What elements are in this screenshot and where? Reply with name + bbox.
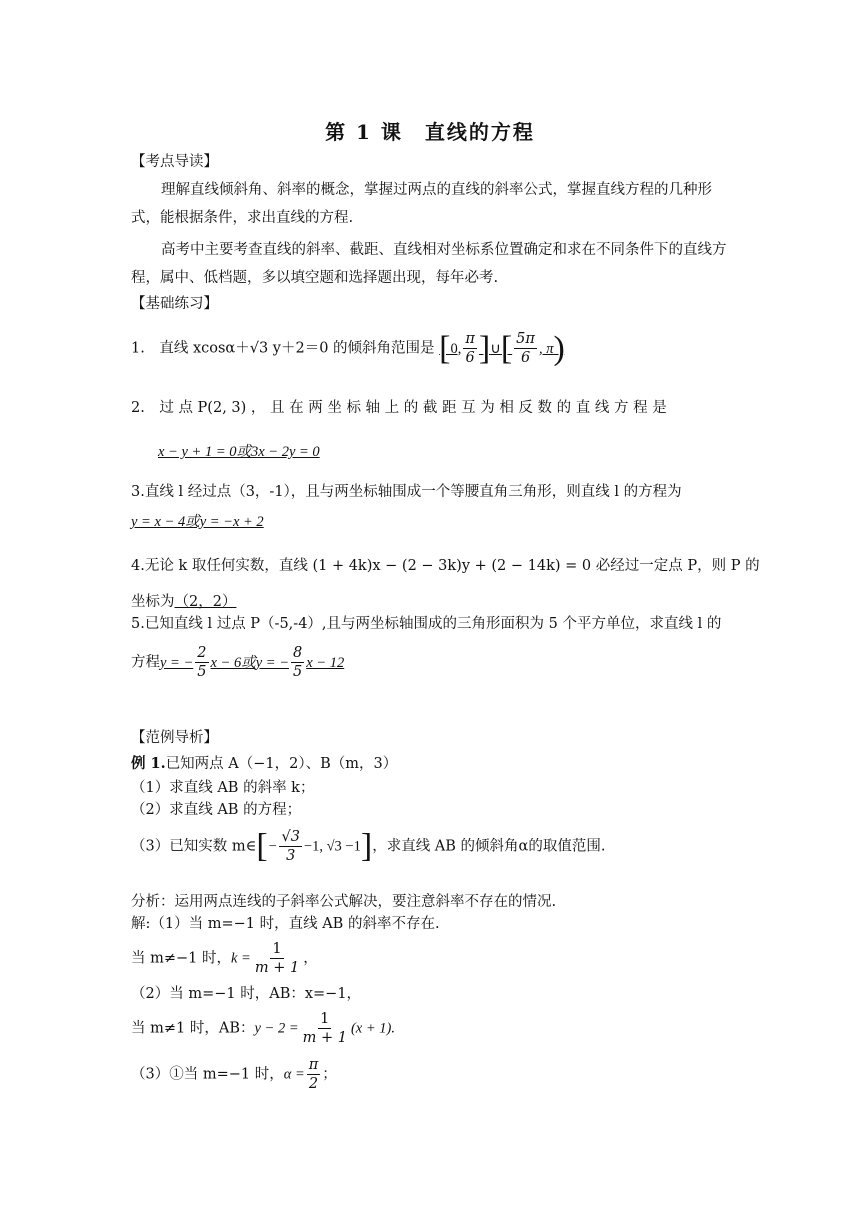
ex1-question-1: （1）求直线 AB 的斜率 k； [131,780,315,796]
q2-answer [158,442,320,462]
sol4-tail: (x + 1). [350,1020,395,1037]
q1-frac-a-den: 6 [465,350,475,366]
ex1-text: 已知两点 A（−1，2）、B（m，3） [165,756,398,772]
ex1-q3-frac-num: √3 [281,829,300,845]
sol4-prefix: 当 m≠1 时，AB： [131,1020,255,1037]
sol2-prefix: 当 m≠−1 时， [131,950,231,967]
q3-answer [131,512,264,532]
sol5-den: 2 [308,1076,319,1092]
sol4-num: 1 [320,1011,330,1027]
sol5-prefix: （3）①当 m=−1 时， [131,1066,284,1083]
q1-mid: √3 y＋2＝0 的倾斜角范围是 [249,340,435,357]
question-1 [131,330,565,367]
ex1-q3-frac-den: 3 [286,848,296,864]
q2-answer-text: x − y + 1 = 0或3x − 2y = 0 [158,444,320,460]
sol2-den: m + 1 [254,960,300,976]
q5-answer-line [131,644,344,681]
sol5-num: π [308,1057,319,1073]
q4-line-2 [131,592,236,612]
solution-line-4 [131,1010,395,1047]
ex1-q3-prefix: （3）已知实数 m∈ [131,838,257,855]
ex1-question-3: （3）已知实数 m∈[− $\frac{√3}{3}$ −1, √3 −1]，求直线 AB 的倾斜角α的取值范围. [131,827,606,865]
sol2-num: 1 [272,941,282,957]
ex1-q3-suffix: ，求直线 AB 的倾斜角α的取值范围. [372,838,606,855]
section-heading-key-points: 【考点导读】 [131,154,218,170]
solution-line-2: 当 m≠−1 时，k = $\frac{1}{m + 1}$ ， [131,941,318,976]
solution-line-1: 解:（1）当 m=−1 时，直线 AB 的斜率不存在. [131,916,440,932]
q5-ans-a: y = − [160,654,194,671]
section-heading-examples: 【范例导析】 [131,730,218,746]
q5-ans-c: x − 12 [306,654,345,671]
sol5-tail: ； [322,1066,337,1083]
q5-frac-a-den: 5 [197,664,207,680]
sol4-eq: y − 2 = [254,1020,299,1037]
q4-prefix: 坐标为 [131,594,175,610]
q5-frac-b-den: 5 [292,664,303,680]
q1-frac-b-num: 5π [516,331,535,347]
ex1-label: 例 1. [131,755,166,772]
sol2-k: k = [231,950,251,967]
sol4-den: m + 1 [302,1030,347,1046]
ex1-question-2: （2）求直线 AB 的方程； [131,802,302,818]
question-4: 4.无论 k 取任何实数，直线 (1 + 4k)x − (2 − 3k)y + (2 − 14k) = 0 必经过一定点 P，则 P 的 [131,558,760,574]
example-1-title [131,754,397,774]
section-heading-basic-practice: 【基础练习】 [131,296,218,312]
q5-answer [160,645,345,680]
page-title: 第 1 课 直线的方程 [325,120,535,144]
q5-ans-b: x − 6或y = − [210,654,289,671]
q1-answer: [0, $\frac{\pi}{6}$ ]∪[ $\frac{5\pi}{6}$ , π) [439,329,565,367]
q5-prefix: 方程 [131,654,160,671]
q1-frac-b-den: 6 [520,350,531,366]
key-points-paragraph-1: 理解直线倾斜角、斜率的概念，掌握过两点的直线的斜率公式，掌握直线方程的几种形式，能根据条件，求出直线的方程. [131,182,712,226]
key-points-paragraph-2: 高考中主要考查直线的斜率、截距、直线相对坐标系位置确定和求在不同条件下的直线方程，属中、低档题，多以填空题和选择题出现，每年必考. [131,242,727,286]
q3-answer-text: y = x − 4或y = −x + 2 [131,514,264,530]
question-2: 2. 过 点 P(2, 3) ， 且 在 两 坐 标 轴 上 的 截 距 互 为 相 反 数 的 直 线 方 程 是 [131,400,667,416]
q5-frac-b-num: 8 [292,645,303,661]
question-5: 5.已知直线 l 过点 P（-5,-4）,且与两坐标轴围成的三角形面积为 5 个平方单位，求直线 l 的 [131,616,722,632]
q4-answer: （2，2） [174,594,237,610]
q1-frac-a-num: π [465,331,475,347]
analysis-text: 分析：运用两点连线的子斜率公式解决，要注意斜率不存在的情况. [131,894,557,910]
ex1-q3-range-tail: −1, √3 −1 [303,838,361,855]
solution-line-3: （2）当 m=−1 时，AB：x=−1， [131,986,362,1002]
q1-prefix: 1. 直线 xcosα＋ [131,340,250,357]
sol5-eq: α = [283,1066,305,1083]
solution-line-5 [131,1056,337,1093]
q5-frac-a-num: 2 [197,645,207,661]
question-3: 3.直线 l 经过点（3，-1），且与两坐标轴围成一个等腰直角三角形，则直线 l 的方程为 [131,484,682,500]
